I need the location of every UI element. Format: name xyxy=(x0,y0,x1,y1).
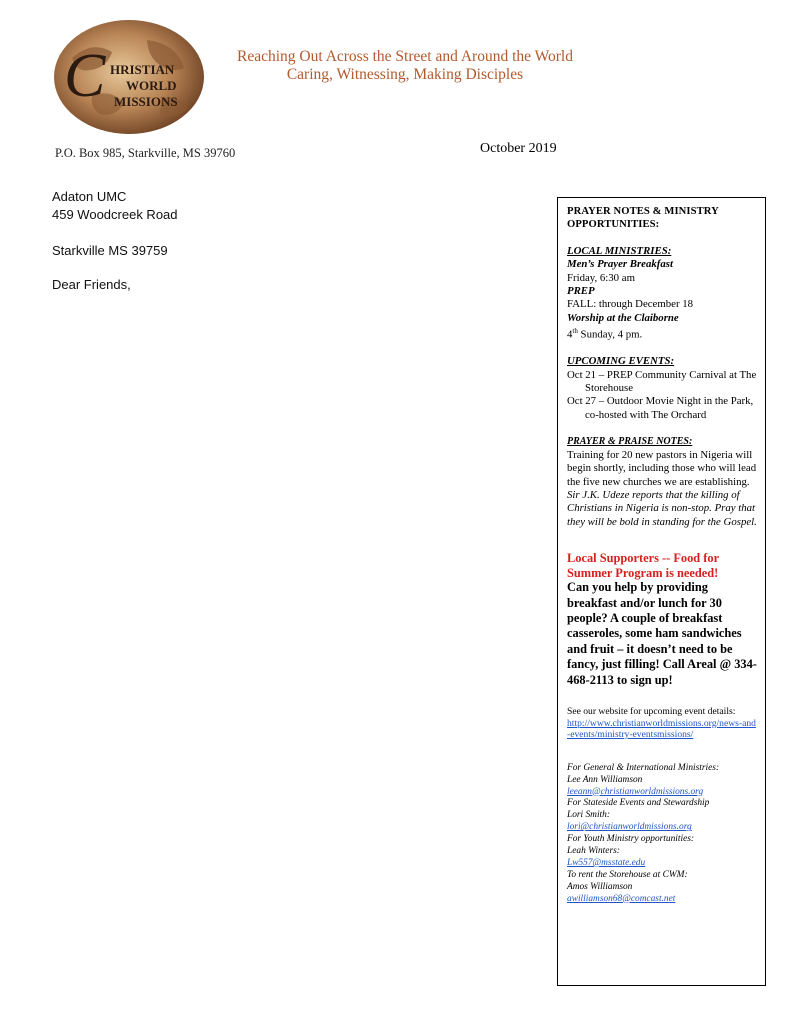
contact-4-role: To rent the Storehouse at CWM: xyxy=(567,869,688,880)
contact-4-email[interactable]: awilliamson68@comcast.net xyxy=(567,893,676,904)
local-item-2-detail: FALL: through December 18 xyxy=(567,298,694,311)
svg-text:HRISTIAN: HRISTIAN xyxy=(110,62,175,77)
svg-text:WORLD: WORLD xyxy=(126,78,177,93)
contact-1-email[interactable]: leeann@christianworldmissions.org xyxy=(567,786,704,797)
local-item-2-title: PREP xyxy=(567,285,595,298)
contact-4-name: Amos Williamson xyxy=(567,881,633,892)
tagline-line-1: Reaching Out Across the Street and Around the World xyxy=(237,48,573,65)
upcoming-events-title: UPCOMING EVENTS: xyxy=(567,355,675,368)
local-item-3-detail: 4th Sunday, 4 pm. xyxy=(567,327,643,341)
contact-2-name: Lori Smith: xyxy=(567,810,610,821)
contact-3-role: For Youth Ministry opportunities: xyxy=(567,834,695,845)
local-item-1-detail: Friday, 6:30 am xyxy=(567,271,635,284)
recipient-city: Starkville MS 39759 xyxy=(52,243,168,258)
prayer-notes-sidebar xyxy=(557,197,766,986)
logo xyxy=(52,18,206,136)
po-box: P.O. Box 985, Starkville, MS 39760 xyxy=(55,146,236,160)
sidebar-heading: PRAYER NOTES & MINISTRY OPPORTUNITIES: xyxy=(567,206,719,231)
food-appeal-body: Can you help by providing breakfast and/or lunch for 30 people? A couple of breakfast casseroles, some ham sandwiches and fruit – it doesn’t need to be fancy, just filling! Call Areal @ 334-468-2113 to sign up! xyxy=(567,580,757,687)
salutation: Dear Friends, xyxy=(52,277,131,292)
local-item-1-title: Men’s Prayer Breakfast xyxy=(567,258,673,271)
svg-text:MISSIONS: MISSIONS xyxy=(114,94,178,109)
contact-3-email[interactable]: Lw557@msstate.edu xyxy=(567,858,646,868)
local-item-3-title: Worship at the Claiborne xyxy=(567,311,679,324)
logo-initial: C xyxy=(64,42,106,110)
prayer-note-1: Training for 20 new pastors in Nigeria will begin shortly, including those who will lead the five new churches we are establishing. xyxy=(567,448,757,488)
food-appeal-heading: Local Supporters -- Food for Summer Program is needed! xyxy=(567,551,719,580)
tagline xyxy=(200,48,610,84)
letter-date: October 2019 xyxy=(480,141,557,156)
prayer-praise-title: PRAYER & PRAISE NOTES: xyxy=(567,436,693,448)
recipient-street: 459 Woodcreek Road xyxy=(52,207,178,222)
event-2: Oct 27 – Outdoor Movie Night in the Park, co-hosted with The Orchard xyxy=(567,395,754,421)
contact-2-email[interactable]: lori@christianworldmissions.org xyxy=(567,822,692,833)
website-link[interactable]: http://www.christianworldmissions.org/news-and-events/ministry-eventsmissions/ xyxy=(567,717,756,741)
tagline-line-2: Caring, Witnessing, Making Disciples xyxy=(286,66,524,83)
globe-logo-icon xyxy=(52,18,206,136)
prayer-note-2: Sir J.K. Udeze reports that the killing of Christians in Nigeria is non-stop. Pray that they will be bold in standing for the Gospel. xyxy=(567,488,757,528)
recipient-name: Adaton UMC xyxy=(52,189,127,204)
local-ministries-title: LOCAL MINISTRIES: xyxy=(567,244,672,257)
contact-1-name: Lee Ann Williamson xyxy=(567,774,643,785)
contacts-list xyxy=(567,763,758,906)
event-1: Oct 21 – PREP Community Carnival at The Storehouse xyxy=(567,368,757,395)
website-note: See our website for upcoming event details: xyxy=(567,705,736,717)
contact-1-role: For General & International Ministries: xyxy=(567,762,720,773)
contact-3-name: Leah Winters: xyxy=(567,846,620,857)
contact-2-role: For Stateside Events and Stewardship xyxy=(567,798,710,809)
